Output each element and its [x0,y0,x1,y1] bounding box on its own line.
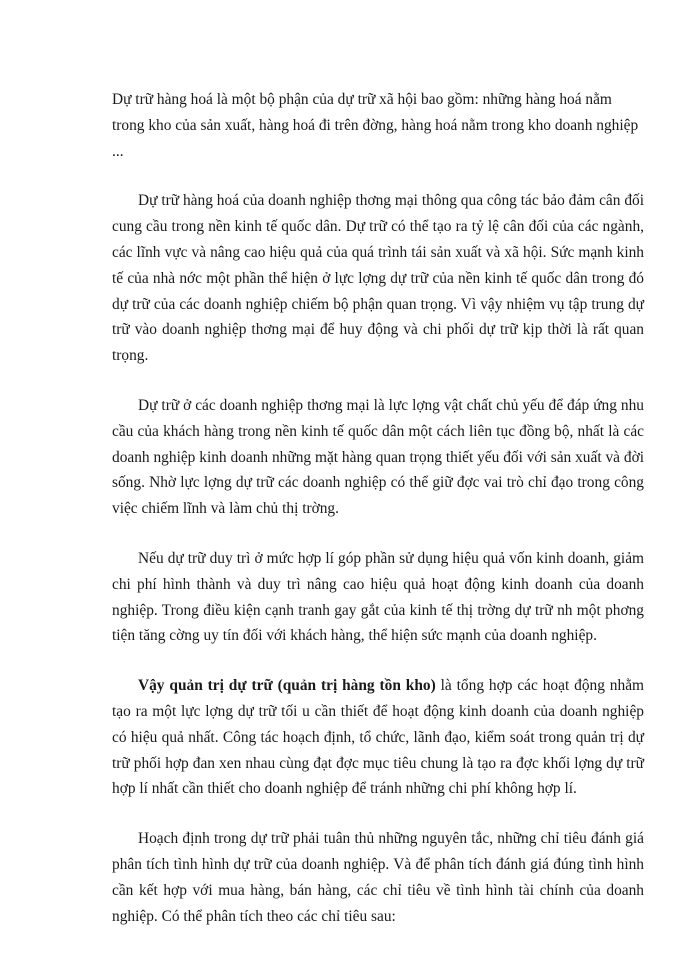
paragraph-6 [112,826,644,929]
paragraph-6-text: Hoạch định trong dự trữ phải tuân thủ những nguyên tắc, những chỉ tiêu đánh giá phân tích tình hình dự trữ của doanh nghiệp. Và để phân tích đánh giá đúng tình hình cần kết hợp với mua hàng, bán hàng, các chỉ tiêu về tình hình tài chính của doanh nghiệp. Có thể phân tích theo các chỉ tiêu sau: [112,830,644,925]
paragraph-2 [112,188,644,369]
paragraph-1 [112,87,644,164]
paragraph-4-text: Nếu dự trữ duy trì ở mức hợp lí góp phần sử dụng hiệu quả vốn kinh doanh, giảm chi phí hình thành và duy trì nâng cao hiệu quả hoạt động kinh doanh của doanh nghiệp. Trong điều kiện cạnh tranh gay gắt của kinh tế thị trờng dự trữ nh một phơng tiện tăng cờng uy tín đối với khách hàng, thể hiện sức mạnh của doanh nghiệp. [112,549,644,645]
paragraph-5-text: là tổng hợp các hoạt động nhằm tạo ra một lực lợng dự trữ tối u cần thiết để hoạt động kinh doanh của doanh nghiệp có hiệu quả nhất. Công tác hoạch định, tổ chức, lãnh đạo, kiểm soát trong quản trị dự trữ phối hợp đan xen nhau cùng đạt đợc mục tiêu chung là tạo ra đợc khối lợng dự trữ hợp lí nhất cần thiết cho doanh nghiệp để tránh những chi phí không hợp lí. [112,677,644,798]
paragraph-4 [112,546,644,649]
paragraph-5 [112,673,644,802]
paragraph-3 [112,393,644,522]
paragraph-3-text: Dự trữ ở các doanh nghiệp thơng mại là lực lợng vật chất chủ yếu để đáp ứng nhu cầu của khách hàng trong nền kinh tế quốc dân một cách liên tục đồng bộ, nhất là các doanh nghiệp kinh doanh những mặt hàng quan trọng thiết yếu đối với sản xuất và đời sống. Nhờ lực lợng dự trữ các doanh nghiệp có thể giữ đợc vai trò chỉ đạo trong công việc chiếm lĩnh và làm chủ thị trờng. [112,396,644,518]
paragraph-2-text: Dự trữ hàng hoá của doanh nghiệp thơng mại thông qua công tác bảo đảm cân đối cung cầu trong nền kinh tế quốc dân. Dự trữ có thể tạo ra tỷ lệ cân đối của các ngành, các lĩnh vực và nâng cao hiệu quả của quá trình tái sản xuất và xã hội. Sức mạnh kinh tế của nhà nớc một phần thể hiện ở lực lợng dự trữ của nền kinh tế quốc dân trong đó dự trữ của các doanh nghiệp chiếm bộ phận quan trọng. Vì vậy nhiệm vụ tập trung dự trữ vào doanh nghiệp thơng mại để huy động và chi phối dự trữ kịp thời là rất quan trọng. [112,192,644,365]
paragraph-5-bold-term: Vậy quản trị dự trữ (quản trị hàng tồn kho) [138,677,436,695]
paragraph-1-text: Dự trữ hàng hoá là một bộ phận của dự trữ xã hội bao gồm: những hàng hoá nằm trong kho của sản xuất, hàng hoá đi trên đờng, hàng hoá nằm trong kho doanh nghiệp ... [112,91,639,160]
document-body [112,87,644,953]
